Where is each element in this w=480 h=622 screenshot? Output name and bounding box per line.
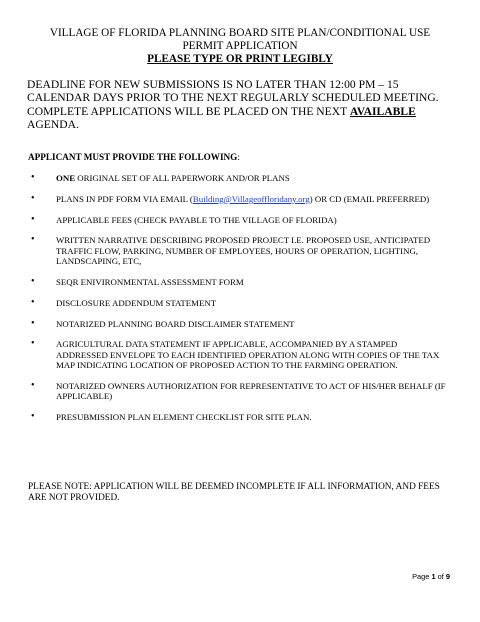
requirements-list xyxy=(28,173,448,433)
list-item xyxy=(28,235,448,266)
page-current: 1 xyxy=(431,572,436,581)
list-item xyxy=(28,412,448,422)
of-word: of xyxy=(437,572,444,581)
title-text: VILLAGE OF FLORIDA PLANNING BOARD SITE PLAN/CONDITIONAL USE PERMIT APPLICATION xyxy=(49,27,431,52)
item-text: SEQR ENIVIRONMENTAL ASSESSMENT FORM xyxy=(56,277,244,287)
deadline-notice xyxy=(27,78,457,132)
list-item xyxy=(28,298,448,308)
incomplete-notice: PLEASE NOTE: APPLICATION WILL BE DEEMED INCOMPLETE IF ALL INFORMATION, AND FEES ARE NOT PROVIDED. xyxy=(28,482,440,504)
item-text: WRITTEN NARRATIVE DESCRIBING PROPOSED PROJECT I.E. PROPOSED USE, ANTICIPATED TRAFFIC FLOW, PARKING, NUMBER OF EMPLOYEES, HOURS OF OPERATION, LIGHTING, LANDSCAPING, ETC, xyxy=(56,235,431,267)
page-number xyxy=(412,572,450,581)
requirements-heading-colon: : xyxy=(237,152,240,162)
list-item xyxy=(28,173,448,183)
item-text: APPLICABLE FEES (CHECK PAYABLE TO THE VILLAGE OF FLORIDA) xyxy=(56,214,337,225)
list-item xyxy=(28,381,448,402)
list-item xyxy=(28,215,448,225)
item-text: PRESUBMISSION PLAN ELEMENT CHECKLIST FOR SITE PLAN. xyxy=(56,412,312,423)
requirements-heading-text: APPLICANT MUST PROVIDE THE FOLLOWING xyxy=(28,152,238,162)
placement-text: COMPLETE APPLICATIONS WILL BE PLACED ON THE NEXT xyxy=(27,104,348,118)
list-item xyxy=(28,319,448,329)
item-text: ORIGINAL SET OF ALL PAPERWORK AND/OR PLANS xyxy=(75,173,290,183)
document-title xyxy=(30,27,450,66)
email-link[interactable]: Building@Villageoffloridany.org xyxy=(192,193,310,204)
item-text: DISCLOSURE ADDENDUM STATEMENT xyxy=(56,297,217,308)
deadline-text: DEADLINE FOR NEW SUBMISSIONS IS NO LATER THAN 12:00 PM – 15 CALENDAR DAYS PRIOR TO THE NEXT REGULARLY SCHEDULED MEETING. xyxy=(27,78,439,105)
available-emphasis: AVAILABLE xyxy=(349,104,416,118)
requirements-heading xyxy=(28,152,240,162)
list-item xyxy=(28,339,448,370)
item-text: NOTARIZED OWNERS AUTHORIZATION FOR REPRESENTATIVE TO ACT OF HIS/HER BEHALF (IF APPLICABLE) xyxy=(56,381,446,402)
item-text: NOTARIZED PLANNING BOARD DISCLAIMER STATEMENT xyxy=(56,318,295,329)
page-total: 9 xyxy=(445,572,450,581)
item-text: PLANS IN PDF FORM VIA EMAIL ( xyxy=(56,193,193,204)
list-item xyxy=(28,277,448,287)
page-word: Page xyxy=(412,572,430,581)
item-text: ) OR CD (EMAIL PREFERRED) xyxy=(309,193,430,204)
item-text: AGRICULTURAL DATA STATEMENT IF APPLICABLE, ACCOMPANIED BY A STAMPED ADDRESSED ENVELOPE TO EACH IDENTIFIED OPERATION ALONG WITH COPIES OF THE TAX MAP INDICATING LOCATION OF PROPOSED ACTION TO THE FARMING OPERATION. xyxy=(56,339,440,371)
item-emphasis: ONE xyxy=(56,173,76,183)
list-item xyxy=(28,194,448,204)
print-legibly-notice: PLEASE TYPE OR PRINT LEGIBLY xyxy=(147,53,333,65)
agenda-text: AGENDA. xyxy=(27,118,79,132)
